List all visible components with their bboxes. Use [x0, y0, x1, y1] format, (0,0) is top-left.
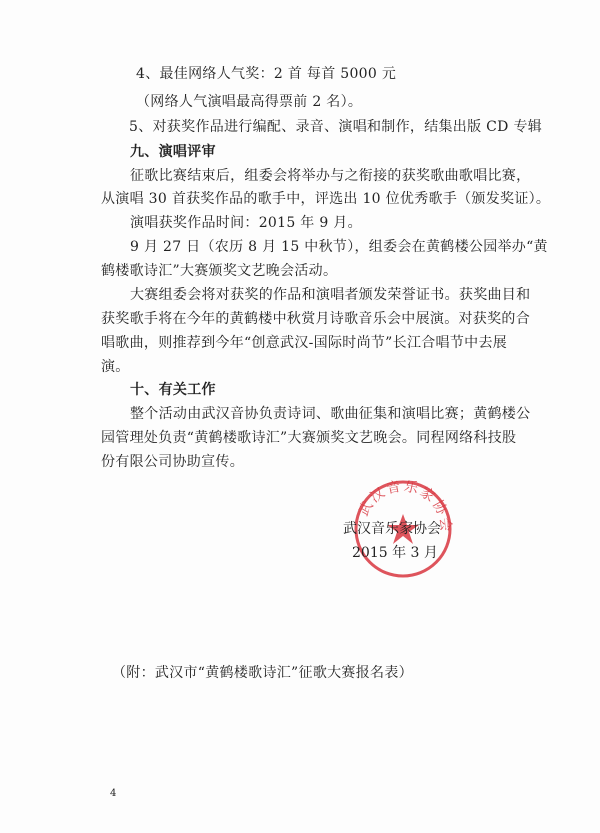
section-10-heading: 十、有关工作 [130, 382, 216, 398]
award-4-note: （网络人气演唱最高得票前 2 名）。 [136, 94, 363, 110]
paragraph-line: 鹤楼歌诗汇”大赛颁奖文艺晚会活动。 [101, 263, 338, 279]
paragraph-line: 演唱获奖作品时间：2015 年 9 月。 [130, 215, 362, 231]
paragraph-line: 从演唱 30 首获奖作品的歌手中，评选出 10 位优秀歌手（颁发奖证）。 [101, 191, 551, 207]
paragraph-line: 份有限公司协助宣传。 [101, 454, 244, 470]
paragraph-line: 演。 [101, 359, 130, 375]
paragraph-line: 整个活动由武汉音协负责诗词、歌曲征集和演唱比赛；黄鹤楼公 [130, 406, 531, 422]
paragraph-line: 9 月 27 日（农历 8 月 15 中秋节），组委会在黄鹤楼公园举办“黄 [130, 239, 548, 255]
award-4-line: 4、最佳网络人气奖：2 首 每首 5000 元 [136, 66, 397, 82]
paragraph-line: 获奖歌手将在今年的黄鹤楼中秋赏月诗歌音乐会中展演。对获奖的合 [101, 311, 530, 327]
page-number: 4 [110, 788, 117, 799]
paragraph-line: 征歌比赛结束后，组委会将举办与之衔接的获奖歌曲歌唱比赛， [130, 168, 531, 184]
svg-text:武汉音乐家协会: 武汉音乐家协会 [355, 478, 454, 535]
section-9-heading: 九、演唱评审 [130, 144, 216, 160]
paragraph-line: 唱歌曲，则推荐到今年“创意武汉-国际时尚节”长江合唱节中去展 [101, 335, 508, 351]
attachment-note: （附：武汉市“黄鹤楼歌诗汇”征歌大赛报名表） [112, 665, 413, 681]
signature-organization: 武汉音乐家协会 [343, 521, 441, 537]
item-5-line: 5、对获奖作品进行编配、录音、演唱和制作，结集出版 CD 专辑 [129, 119, 543, 135]
paragraph-line: 园管理处负责“黄鹤楼歌诗汇”大赛颁奖文艺晚会。同程网络科技股 [101, 430, 517, 446]
signature-date: 2015 年 3 月 [352, 545, 438, 561]
paragraph-line: 大赛组委会将对获奖的作品和演唱者颁发荣誉证书。获奖曲目和 [130, 287, 531, 303]
